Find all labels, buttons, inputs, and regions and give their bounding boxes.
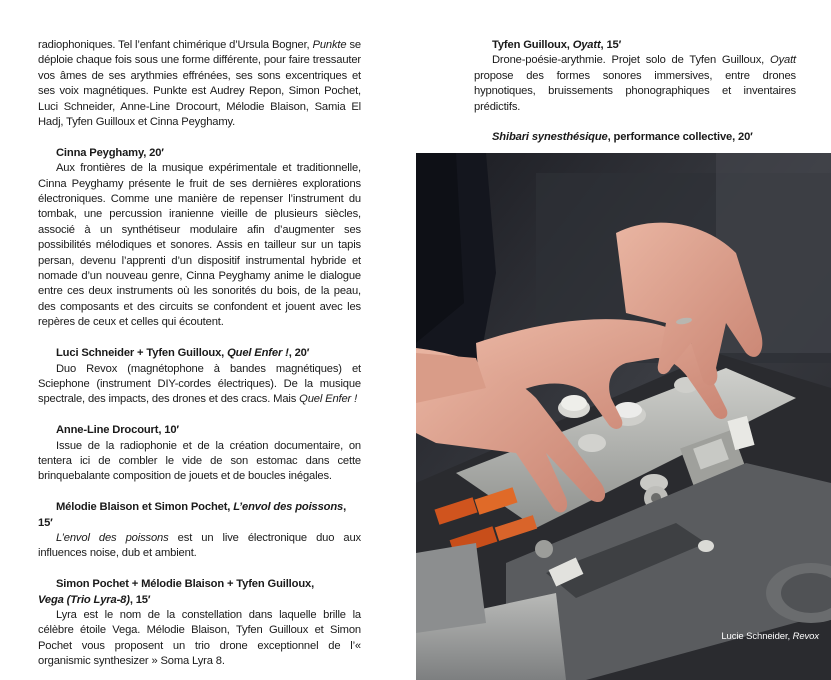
intro-paragraph	[38, 38, 361, 130]
section-body-oyatt	[474, 53, 796, 115]
right-column	[474, 38, 796, 146]
heading-text: Mélodie Blaison et Simon Pochet,	[56, 501, 234, 514]
section-body-cinna: Aux frontières de la musique expérimentale et traditionnelle, Cinna Peyghamy présente le fruit de ses dernières explorations électroniques. Comme une manière de repenser l’instrument du tombak, une percussion iranienne vieille de plusieurs siècles, associé à un synthétiseur modulaire afin d’augmenter ses possibilités mélodiques et sonores. Assis en tailleur sur un tapis persan, devenu l’apprenti d’un dispositif instrumental hybride et nomade d’un nouveau genre, Cinna Peyghamy anime le dialogue entre ces deux instruments où les sonorités du bois, de la peau, des composants et des circuits se confondent et jouent avec les repères de ceux et celles qui écoutent.	[38, 162, 361, 329]
body-text: est un live électronique duo aux influences noise, dub et ambient.	[38, 531, 361, 560]
heading-duration: , 20′	[288, 347, 310, 360]
section-heading-cinna: Cinna Peyghamy, 20′	[56, 146, 164, 159]
heading-emphasis: L’envol des poissons	[233, 501, 344, 514]
section-heading-oyatt	[474, 38, 796, 53]
section-body-quel-enfer	[38, 362, 361, 408]
caption-text: Lucie Schneider,	[721, 631, 793, 642]
photo-illustration	[416, 153, 831, 680]
photo-caption	[721, 631, 819, 642]
section-body-anne-line: Issue de la radiophonie et de la création documentaire, on tentera ici de combler le vide de son estomac dans cette brinquebalante composition de jouets et de boucles inégales.	[38, 439, 361, 483]
section-heading-vega	[38, 577, 361, 608]
section-heading-quel-enfer	[38, 346, 361, 361]
section-body-vega: Lyra est le nom de la constellation dans laquelle brille la célèbre étoile Vega. Mélodie Blaison, Tyfen Guilloux et Simon Pochet vous proposent un trio drone exceptionnel de l’« organismic synthesizer » Soma Lyra 8.	[38, 608, 361, 668]
intro-text: radiophoniques. Tel l’enfant chimérique d’Ursula Bogner,	[38, 39, 313, 51]
heading-text: , performance collective, 20′	[607, 131, 753, 144]
body-emphasis: Quel Enfer !	[299, 393, 358, 406]
heading-emphasis: Vega (Trio Lyra-8)	[38, 593, 130, 606]
heading-emphasis: Shibari synesthésique	[492, 131, 608, 144]
heading-duration: , 15′	[600, 39, 622, 51]
heading-text: Tyfen Guilloux,	[492, 39, 573, 51]
body-text: Duo Revox (magnétophone à bandes magnétiques) et Sciephone (instrument DIY-cordes électriques). De la musique spectrale, des impacts, des drones et des cracs. Mais	[38, 362, 361, 406]
section-heading-shibari	[474, 130, 796, 145]
body-emphasis: Oyatt	[770, 54, 796, 67]
heading-emphasis: Quel Enfer !	[227, 347, 289, 360]
intro-text-end: se déploie chaque fois sous une forme différente, pour faire tressauter vos âmes de ses arythmies effrénées, ses sons excentriques et ses voix magnétiques. Punkte est Audrey Repon, Simon Pochet, Luci Schneider, Anne-Line Drocourt, Mélodie Blaison, Samia El Hadj, Tyfen Guilloux et Cinna Peyghamy.	[38, 39, 361, 129]
heading-text: Simon Pochet + Mélodie Blaison + Tyfen Guilloux,	[56, 578, 315, 591]
heading-emphasis: Oyatt	[572, 39, 601, 51]
heading-duration: , 15′	[38, 501, 347, 529]
body-emphasis: L’envol des poissons	[56, 531, 169, 544]
section-heading-envol	[38, 500, 361, 531]
heading-text: Luci Schneider + Tyfen Guilloux,	[56, 347, 228, 360]
body-text-end: propose des formes sonores immersives, entre drones hypnotiques, bruissements phonographiques et inventaires prédictifs.	[474, 69, 796, 113]
section-body-envol	[38, 531, 361, 562]
revox-photo	[416, 153, 831, 680]
left-column	[38, 38, 361, 670]
intro-emphasis: Punkte	[312, 39, 347, 51]
section-heading-anne-line: Anne-Line Drocourt, 10′	[56, 424, 179, 437]
body-text: Drone-poésie-arythmie. Projet solo de Tyfen Guilloux,	[492, 54, 771, 67]
heading-duration: , 15′	[129, 593, 151, 606]
caption-emphasis: Revox	[792, 631, 819, 642]
